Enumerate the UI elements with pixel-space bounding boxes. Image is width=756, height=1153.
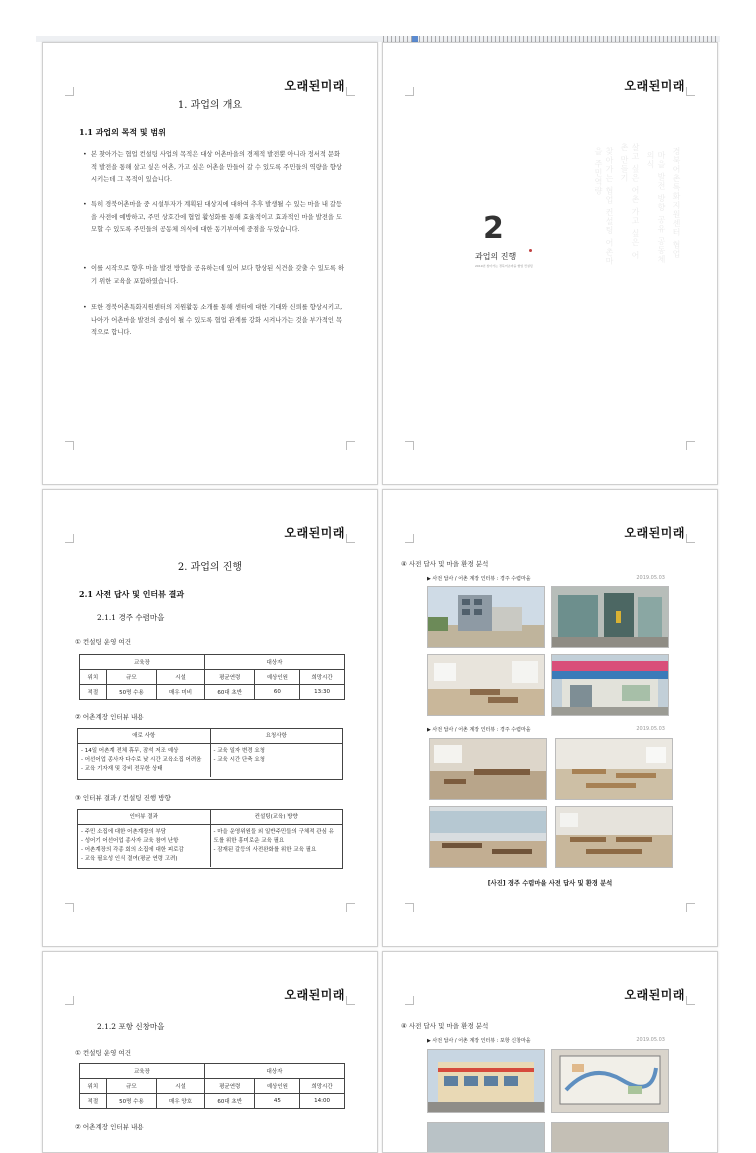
paragraph-bullet: • 이를 시작으로 향후 마을 발전 방향을 공유하는데 있어 보다 향상된 식견을 갖출 수 있도록 하기 위한 교육을 포함하였습니다. xyxy=(83,265,345,285)
decorative-watermark-text: 마을 발전 방향 공유 공동체 의식 xyxy=(646,151,666,265)
brand-logo: 오래된미래 xyxy=(284,526,345,540)
item-heading: ④ 사전 답사 및 마을 환경 분석 xyxy=(401,560,489,568)
paragraph-text: 본 찾아가는 협업 컨설팅 사업의 목적은 대상 어촌마을의 경제적 발전뿐 아니라 정서적 문화적 발전을 통해 살고 싶은 어촌, 가고 싶은 어촌을 만들어 갈 수 있도록 주민들의 역량을 향상시키는데 그 목적이 있습니다. xyxy=(91,151,343,183)
crop-mark xyxy=(686,996,695,1005)
table-group-header: 교육장 xyxy=(80,1064,205,1079)
table-group-header: 대상자 xyxy=(204,655,344,670)
table-header: 희망시간 xyxy=(300,670,345,685)
photo-image xyxy=(556,807,672,867)
section-heading: 1.1 과업의 목적 및 범위 xyxy=(79,127,166,137)
photo-image xyxy=(428,1050,544,1112)
item-heading: ② 어촌계장 인터뷰 내용 xyxy=(75,713,144,721)
item-heading: ③ 인터뷰 결과 / 컨설팅 진행 방향 xyxy=(75,794,171,802)
photo-partial xyxy=(427,1122,545,1153)
box-header: 인터뷰 결과 xyxy=(78,810,211,824)
table-cell: 60대 초반 xyxy=(204,1094,255,1109)
brand-logo: 오래된미래 xyxy=(624,988,685,1002)
crop-mark xyxy=(686,534,695,543)
table-cell: 50명 수용 xyxy=(106,1094,157,1109)
table-cell: 매우 미비 xyxy=(157,685,205,700)
crop-mark xyxy=(65,534,74,543)
table-header: 예상인원 xyxy=(255,1079,300,1094)
box-body: - 교육 일자 변경 요청 - 교육 시간 단축 요청 xyxy=(213,748,265,763)
interview-box xyxy=(77,728,343,780)
caption-text: ▶ 사전 답사 / 어촌 계장 인터뷰 : 포항 신창마을 xyxy=(427,1038,531,1044)
crop-mark xyxy=(405,87,414,96)
caption-date: 2019.05.03 xyxy=(636,726,665,732)
photo-image xyxy=(428,1123,544,1153)
chapter-title: 2. 과업의 진행 xyxy=(177,562,243,573)
chapter-number: 2 xyxy=(483,211,504,246)
photo-meeting-room xyxy=(429,738,547,800)
decorative-watermark-text: 살고 싶은 어촌 가고 싶은 어촌 만들기 xyxy=(620,143,640,260)
item-heading: ① 컨설팅 운영 여건 xyxy=(75,638,131,646)
brand-logo: 오래된미래 xyxy=(624,79,685,93)
paragraph-text: 특히 경북어촌마을 중 시설투자가 계획된 대상지에 대하여 추후 발생될 수 있는 마을 내 갈등을 사전에 예방하고, 주민 상호간에 협업 활성화를 통해 효율적이고 효과적인 마을 발전을 도모할 수 있도록 주민들의 공동체 의식에 대한 동기부여에 중점을 두었습니다. xyxy=(91,201,343,233)
caption-date: 2019.05.03 xyxy=(636,575,665,581)
paragraph-bullet: • 또한 경북어촌특화지원센터의 지원활동 소개를 통해 센터에 대한 기대와 신뢰를 향상시키고, 나아가 어촌마을 발전의 중심이 될 수 있도록 협업 관계를 강화 시켜나가는 것을 부가적인 목적으로 합니다. xyxy=(83,304,343,336)
crop-mark xyxy=(65,996,74,1005)
paragraph-text: 또한 경북어촌특화지원센터의 지원활동 소개를 통해 센터에 대한 기대와 신뢰를 향상시키고, 나아가 어촌마을 발전의 중심이 될 수 있도록 협업 관계를 강화 시켜나가는 것을 부가적인 목적으로 합니다. xyxy=(91,304,343,336)
photo-image xyxy=(430,807,546,867)
subsection-heading: 2.1.1 경주 수렴마을 xyxy=(97,613,165,622)
photo-image xyxy=(552,655,668,715)
table-cell: 45 xyxy=(255,1094,300,1109)
table-header: 예상인원 xyxy=(255,670,300,685)
photo-hall-interior xyxy=(427,654,545,716)
box-body: - 주민 소집에 대한 어촌계장의 부담 - 성어기 어선어업 종사자 교육 참여 난항 - 어촌계장의 각종 회의 소집에 대한 피로감 - 교육 필요성 인식 결여(평균 연령 고려) xyxy=(78,825,211,867)
photo-image xyxy=(552,587,668,647)
paragraph-bullet: • 특히 경북어촌마을 중 시설투자가 계획된 대상지에 대하여 추후 발생될 수 있는 마을 내 갈등을 사전에 예방하고, 주민 상호간에 협업 활성화를 통해 효율적이고 효과적인 마을 발전을 도모할 수 있도록 주민들의 공동체 의식에 대한 동기부여에 중점을 두었습니다. xyxy=(83,201,343,233)
crop-mark xyxy=(686,87,695,96)
photo-partial xyxy=(551,1122,669,1153)
box-header: 요청사항 xyxy=(265,733,287,739)
crop-mark xyxy=(65,87,74,96)
photo-building-exterior xyxy=(427,1049,545,1113)
crop-mark xyxy=(405,441,414,450)
decorative-watermark-text: 경북어촌특화지원센터 협업 xyxy=(672,147,681,259)
photo-group-caption xyxy=(427,575,665,582)
crop-mark xyxy=(346,534,355,543)
crop-mark xyxy=(65,903,74,912)
photo-group-caption xyxy=(427,1037,665,1044)
page-6 xyxy=(382,951,718,1153)
section-heading: 2.1 사전 답사 및 인터뷰 결과 xyxy=(79,589,185,599)
crop-mark xyxy=(65,441,74,450)
table-header: 평균연령 xyxy=(204,1079,255,1094)
crop-mark xyxy=(405,996,414,1005)
crop-mark xyxy=(346,903,355,912)
table-cell: 14:00 xyxy=(300,1094,345,1109)
crop-mark xyxy=(346,996,355,1005)
table-cell: 적절 xyxy=(80,685,107,700)
photo-window-hall xyxy=(429,806,547,868)
caption-text: ▶ 사전 답사 / 어촌 계장 인터뷰 : 경주 수렴마을 xyxy=(427,576,531,582)
crop-mark xyxy=(686,903,695,912)
page-2 xyxy=(382,42,718,485)
box-body: - 마을 운영위원들 외 일반주민들의 구체적 관심 유도를 위한 흥미로운 교육 필요 - 잠재된 갈등의 사전완화를 위한 교육 필요 xyxy=(213,829,334,853)
brand-logo: 오래된미래 xyxy=(624,526,685,540)
table-group-header: 교육장 xyxy=(80,655,205,670)
photo-image xyxy=(430,739,546,799)
table-group-header: 대상자 xyxy=(204,1064,344,1079)
page-4 xyxy=(382,489,718,947)
chapter-title: 1. 과업의 개요 xyxy=(177,100,243,111)
table-header: 평균연령 xyxy=(204,670,255,685)
item-heading: ④ 사전 답사 및 마을 환경 분석 xyxy=(401,1022,489,1030)
table-cell: 60 xyxy=(255,685,300,700)
photo-image xyxy=(552,1050,668,1112)
table-cell: 매우 양호 xyxy=(157,1094,205,1109)
table-cell: 60대 초반 xyxy=(204,685,255,700)
accent-dot xyxy=(529,249,532,252)
photo-group-caption xyxy=(427,726,665,733)
brand-logo: 오래된미래 xyxy=(284,79,345,93)
table-cell: 적절 xyxy=(80,1094,107,1109)
table-header: 규모 xyxy=(106,670,157,685)
table-cell: 50명 수용 xyxy=(106,685,157,700)
box-header: 컨설팅(교육) 방향 xyxy=(254,814,298,820)
table-header: 위치 xyxy=(80,1079,107,1094)
photo-storefront xyxy=(551,654,669,716)
table-header: 시설 xyxy=(157,670,205,685)
table-header: 시설 xyxy=(157,1079,205,1094)
crop-mark xyxy=(686,441,695,450)
crop-mark xyxy=(346,441,355,450)
paragraph-bullet: • 본 찾아가는 협업 컨설팅 사업의 목적은 대상 어촌마을의 경제적 발전뿐 아니라 정서적 문화적 발전을 통해 살고 싶은 어촌, 가고 싶은 어촌을 만들어 갈 수 있도록 주민들의 역량을 향상시키는데 그 목적이 있습니다. xyxy=(83,151,343,183)
photo-tables xyxy=(555,806,673,868)
table-header: 규모 xyxy=(106,1079,157,1094)
box-header: 애로 사항 xyxy=(78,729,211,743)
photo-dining-room xyxy=(555,738,673,800)
page-3 xyxy=(42,489,378,947)
photo-office-entrance xyxy=(551,586,669,648)
caption-text: ▶ 사전 답사 / 어촌 계장 인터뷰 : 경주 수렴마을 xyxy=(427,727,531,733)
conditions-table xyxy=(79,654,345,700)
box-body: - 14일 어촌계 전체 휴무, 잠석 저조 예상 - 어선어업 종사자 다수로 낮 시간 교육소집 어려움 - 교육 기자재 및 강비 전무한 상태 xyxy=(78,744,211,777)
subsection-heading: 2.1.2 포항 신창마을 xyxy=(97,1022,165,1031)
photo-image xyxy=(428,587,544,647)
cover-subtitle: 2019년 찾아가는 경북어촌마을 협업 컨설팅 xyxy=(475,264,533,268)
item-heading: ① 컨설팅 운영 여건 xyxy=(75,1049,131,1057)
brand-logo: 오래된미래 xyxy=(284,988,345,1002)
photo-image xyxy=(552,1123,668,1153)
photo-village-map-sign xyxy=(551,1049,669,1113)
conditions-table xyxy=(79,1063,345,1109)
decorative-watermark-text: 찾아가는 협업 컨설팅 어촌마을 주민역량 xyxy=(594,147,614,266)
table-header: 위치 xyxy=(80,670,107,685)
table-cell: 13:30 xyxy=(300,685,345,700)
table-header: 희망시간 xyxy=(300,1079,345,1094)
paragraph-text: 이를 시작으로 향후 마을 발전 방향을 공유하는데 있어 보다 향상된 식견을 갖출 수 있도록 하기 위한 교육을 포함하였습니다. xyxy=(91,265,345,285)
result-box xyxy=(77,809,343,869)
crop-mark xyxy=(405,534,414,543)
chapter-cover-title: 과업의 진행 xyxy=(475,252,517,261)
caption-date: 2019.05.03 xyxy=(636,1037,665,1043)
photo-image xyxy=(556,739,672,799)
crop-mark xyxy=(405,903,414,912)
crop-mark xyxy=(346,87,355,96)
item-heading: ② 어촌계장 인터뷰 내용 xyxy=(75,1123,144,1131)
photo-building-exterior xyxy=(427,586,545,648)
photo-caption: [사진] 경주 수렴마을 사전 답사 및 환경 분석 xyxy=(487,880,613,887)
photo-image xyxy=(428,655,544,715)
page-1 xyxy=(42,42,378,485)
page-5 xyxy=(42,951,378,1153)
